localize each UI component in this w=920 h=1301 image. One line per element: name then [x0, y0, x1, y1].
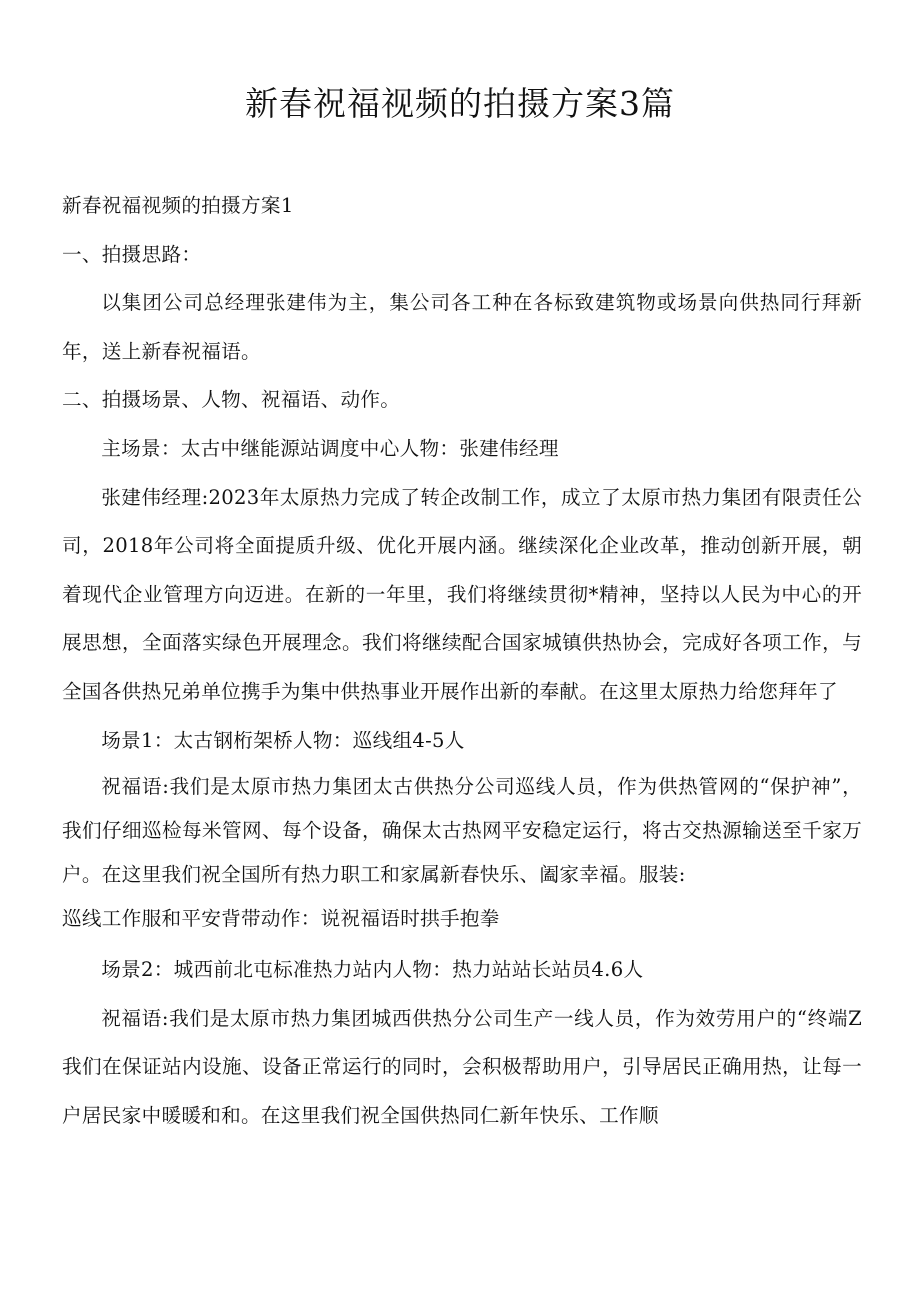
part1-paragraph: 以集团公司总经理张建伟为主，集公司各工种在各标致建筑物或场景向供热同行拜新年，送上新春祝福语。 — [62, 291, 862, 363]
main-scene-line: 主场景：太古中继能源站调度中心人物：张建伟经理 — [101, 436, 559, 460]
scene1-blessing-paragraph: 祝福语:我们是太原市热力集团太古供热分公司巡线人员，作为供热管网的“保护神”，我们仔细巡检每米管网、每个设备，确保太古热网平安稳定运行，将古交热源输送至千家万户。在这里我们祝全国所有热力职工和家属新春快乐、阖家幸福。服装: — [62, 775, 862, 887]
document-title: 新春祝福视频的拍摄方案3篇 — [245, 84, 675, 123]
scene1-line: 场景1：太古钢桁架桥人物：巡线组4-5人 — [101, 728, 465, 752]
part1-heading: 一、拍摄思路： — [62, 242, 202, 266]
scene1-costume-action-line: 巡线工作服和平安背带动作：说祝福语时拱手抱拳 — [62, 907, 500, 931]
document-body — [62, 182, 862, 1141]
section-heading: 新春祝福视频的拍摄方案1 — [62, 194, 294, 217]
manager-speech-paragraph: 张建伟经理:2023年太原热力完成了转企改制工作，成立了太原市热力集团有限责任公司，2018年公司将全面提质升级、优化开展内涵。继续深化企业改革，推动创新开展，朝着现代企业管理方向迈进。在新的一年里，我们将继续贯彻*精神，坚持以人民为中心的开展思想，全面落实绿色开展理念。我们将继续配合国家城镇供热协会，完成好各项工作，与全国各供热兄弟单位携手为集中供热事业开展作出新的奉献。在这里太原热力给您拜年了 — [62, 485, 862, 703]
scene2-blessing-paragraph: 祝福语:我们是太原市热力集团城西供热分公司生产一线人员，作为效劳用户的“终端Z我们在保证站内设施、设备正常运行的同时，会积极帮助用户，引导居民正确用热，让每一户居民家中暖暖和和。在这里我们祝全国供热同仁新年快乐、工作顺 — [62, 1006, 862, 1127]
part2-heading: 二、拍摄场景、人物、祝福语、动作。 — [62, 388, 401, 412]
scene2-line: 场景2：城西前北屯标准热力站内人物：热力站站长站员4.6人 — [101, 958, 644, 982]
